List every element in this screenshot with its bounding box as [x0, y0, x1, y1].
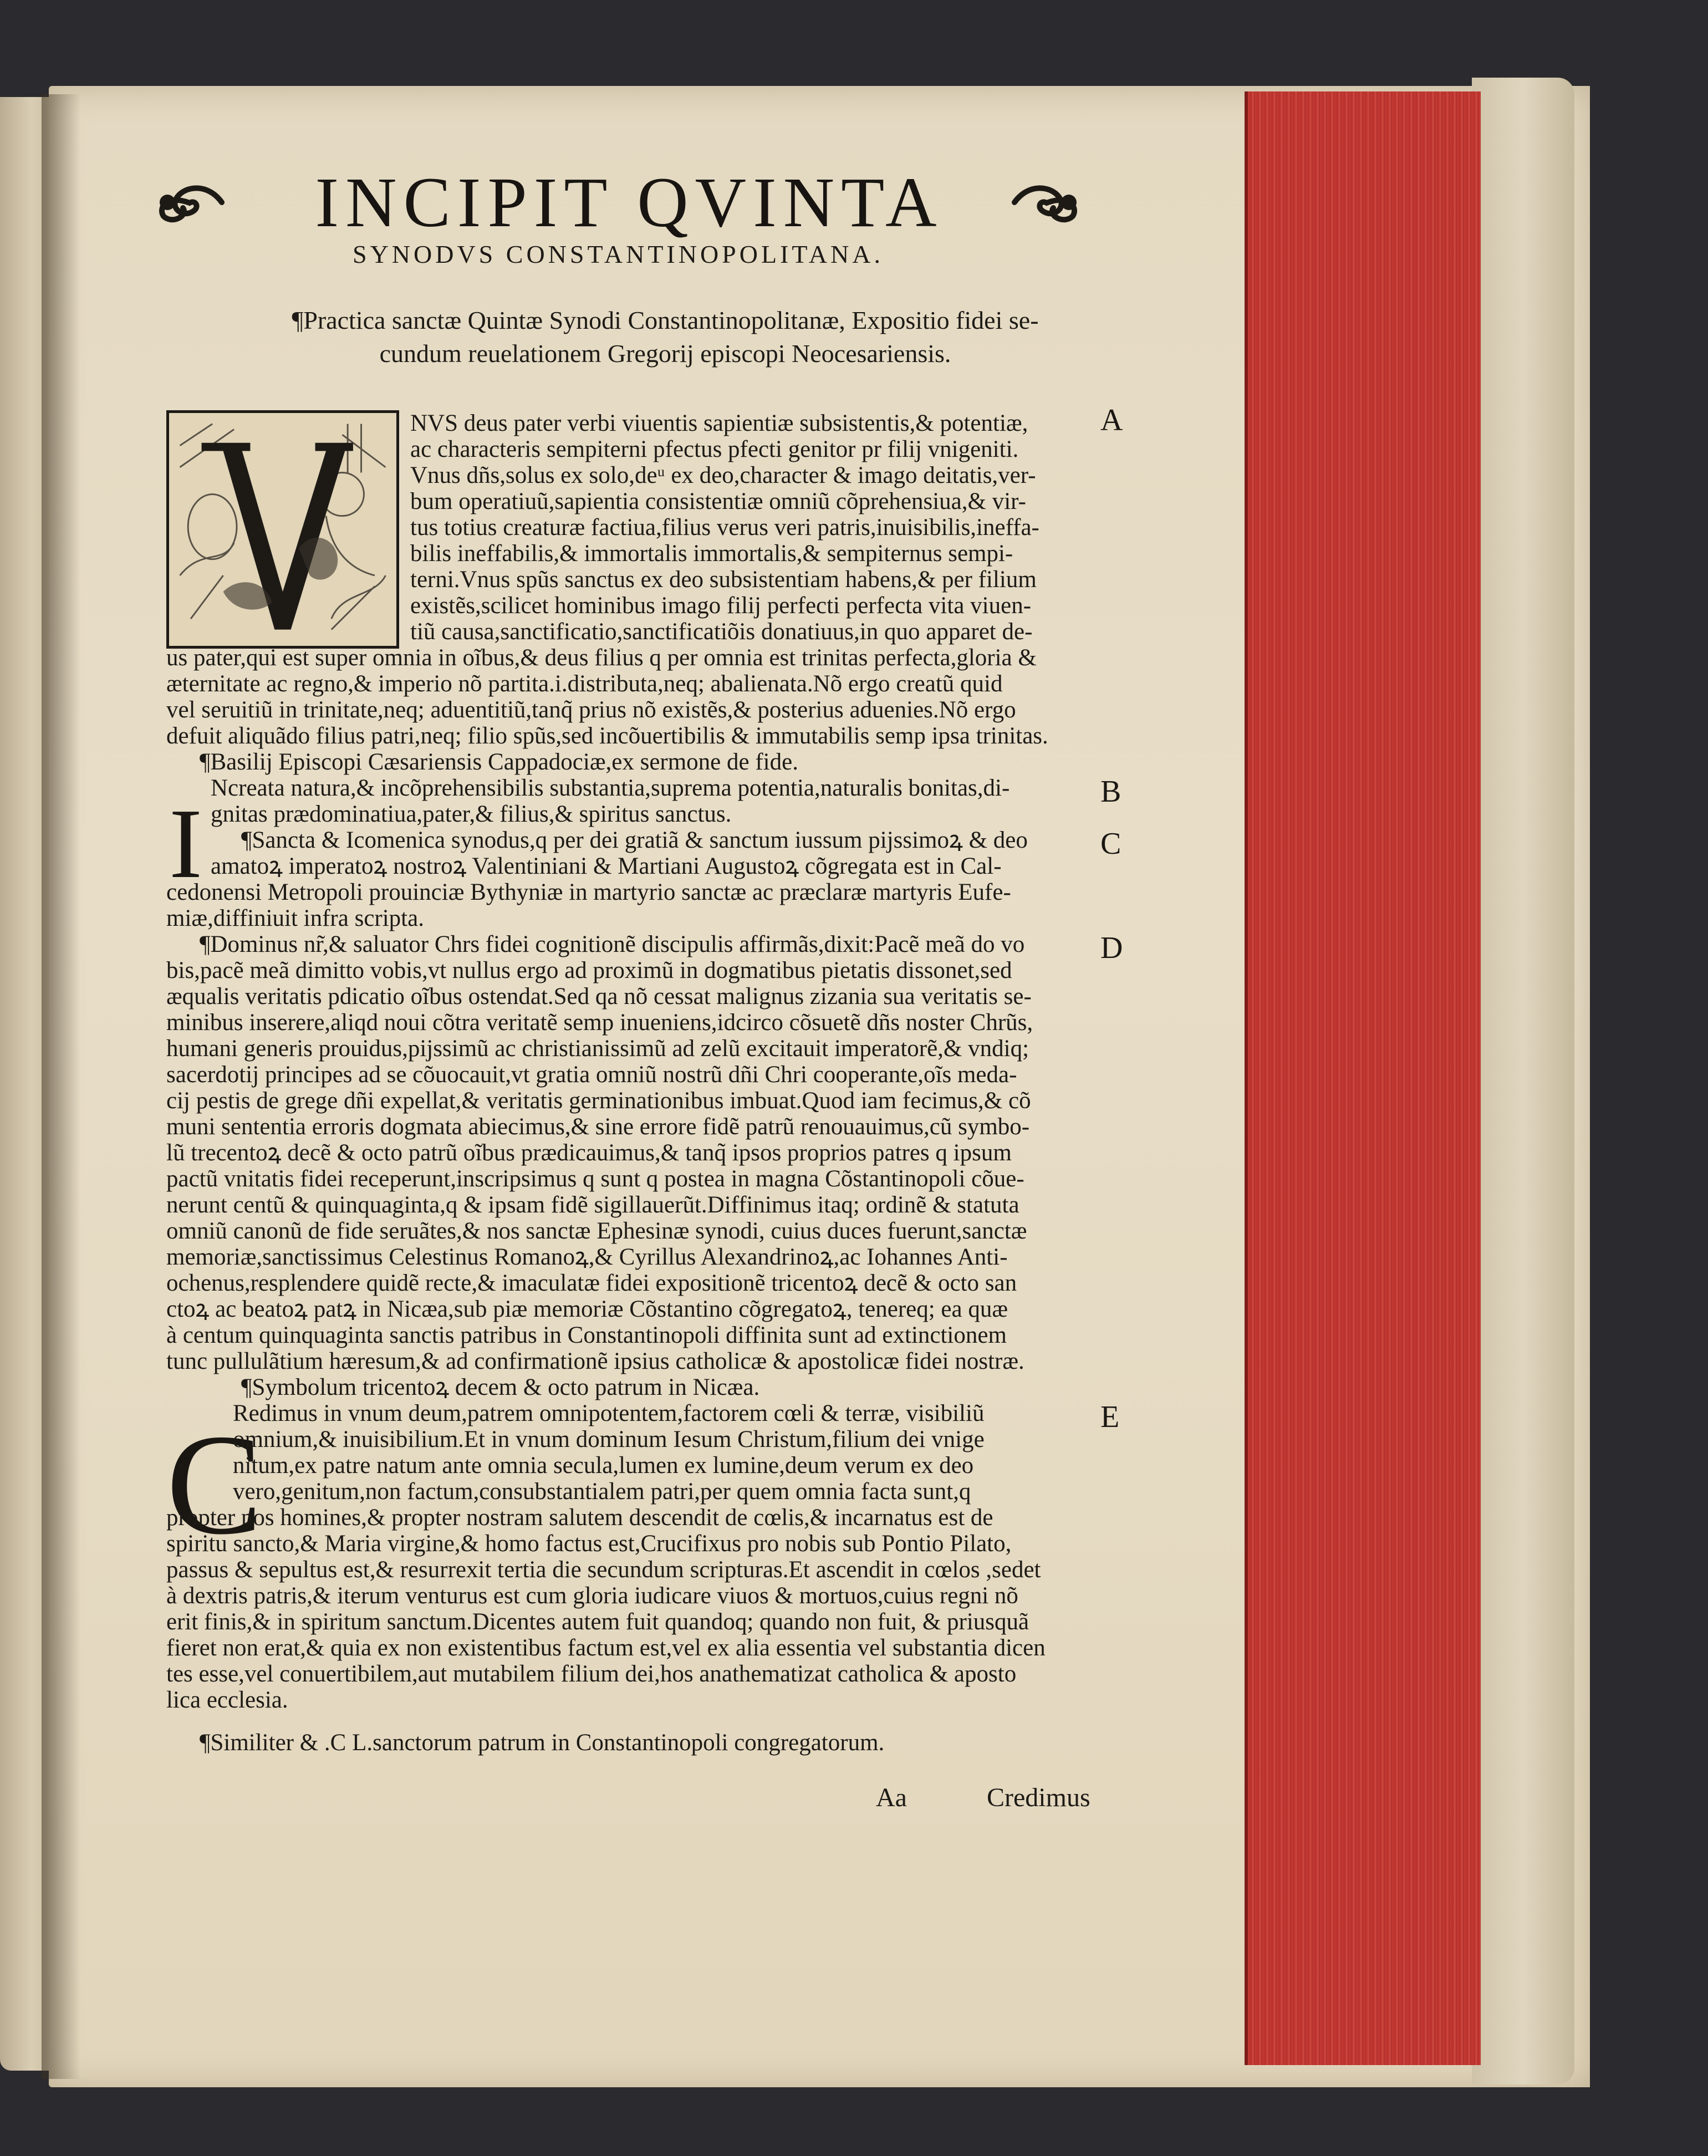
- text-line: cedonensi Metropoli prouinciæ Bythyniæ in martyrio sanctæ ac præclaræ martyris Eufe-: [166, 879, 1011, 905]
- text-line: vero,genitum,non factum,consubstantialem patri,per quem omnia facta sunt,q: [233, 1479, 971, 1505]
- text-line: Redimus in vnum deum,patrem omnipotentem,factorem cœli & terræ, visibiliũ: [233, 1400, 985, 1426]
- text-line: vel seruitiũ in trinitate,neq; aduentitiũ,tanq̃ prius nõ existẽs,& posterius aduenies.Nõ ergo: [166, 697, 1016, 723]
- text-line: omniũ canonũ de fide seruãtes,& nos sanctæ Ephesinæ synodi, cuius duces fuerunt,sanctæ: [166, 1218, 1027, 1244]
- signature-mark: Aa: [876, 1783, 907, 1812]
- margin-letter: B: [1100, 774, 1121, 809]
- text-line: tes esse,vel conuertibilem,aut mutabilem filium dei,hos anathematizat catholica & aposto: [166, 1661, 1017, 1687]
- initial-i: I: [169, 788, 202, 899]
- book-cover-edge: [1472, 78, 1574, 2084]
- text-line: amatoꝝ imperatoꝝ nostroꝝ Valentiniani & Martiani Augustoꝝ cõgregata est in Cal-: [211, 853, 1002, 879]
- page-title: INCIPIT QVINTA: [315, 163, 944, 242]
- text-line: memoriæ,sanctissimus Celestinus Romanoꝝ,& Cyrillus Alexandrinoꝝ,ac Iohannes Anti-: [166, 1244, 1008, 1270]
- right-ornament-icon: [1009, 177, 1081, 227]
- text-line: ctoꝝ ac beatoꝝ patꝝ in Nicæa,sub piæ memoriæ Cõstantino cõgregatoꝝ, tenereq; ea quæ: [166, 1296, 1008, 1322]
- woodcut-illustration-icon: [169, 413, 396, 646]
- paragraph-heading: ¶Similiter & .C L.sanctorum patrum in Constantinopoli congregatorum.: [200, 1730, 885, 1756]
- text-line: lica ecclesia.: [166, 1687, 288, 1713]
- gutter-shadow: [42, 94, 80, 2079]
- text-line: defuit aliquãdo filius patri,neq; filio spũs,sed incõuertibilis & immutabilis semp ipsa trinitas.: [166, 723, 1048, 749]
- text-line: æqualis veritatis pdicatio oĩbus ostendat.Sed qa nõ cessat malignus zizania sua veritatis se-: [166, 983, 1032, 1010]
- text-line: Vnus dñs,solus ex solo,deᵘ ex deo,character & imago deitatis,ver-: [410, 462, 1036, 488]
- text-line: bum operatiuũ,sapientia consistentiæ omniũ cõprehensiua,& vir-: [410, 488, 1026, 514]
- text-line: cij pestis de grege dñi expellat,& veritatis germinationibus imbuat.Quod iam fecimus,& cõ: [166, 1088, 1031, 1114]
- text-line: à centum quinquaginta sanctis patribus in Constantinopoli diffinita sunt ad extinctionem: [166, 1322, 1007, 1348]
- text-line: minibus inserere,aliqd noui cõtra veritatẽ semp inueniens,idcirco cõsuetẽ dñs noster Chrũs,: [166, 1010, 1033, 1036]
- text-line: bilis ineffabilis,& immortalis immortalis,& sempiternus sempi-: [410, 541, 1013, 567]
- text-line: ¶Dominus nr̃,& saluator Chrs fidei cognitionẽ discipulis affirmãs,dixit:Pacẽ meã do vo: [200, 931, 1025, 957]
- text-line: æternitate ac regno,& imperio nõ partita.i.distributa,neq; abalienata.Nõ ergo creatũ quid: [166, 671, 1003, 697]
- text-line: humani generis prouidus,pijssimũ ac christianissimũ ad zelũ excitauit imperatorẽ,& vndiq;: [166, 1036, 1029, 1062]
- margin-letter: C: [1100, 827, 1121, 861]
- margin-letter: A: [1100, 403, 1123, 437]
- section-heading: ¶Practica sanctæ Quintæ Synodi Constantinopolitanæ, Expositio fidei se-: [292, 306, 1039, 334]
- margin-letter: E: [1100, 1400, 1120, 1434]
- section-heading: cundum reuelationem Gregorij episcopi Neocesariensis.: [379, 339, 951, 368]
- text-line: miæ,diffiniuit infra scripta.: [166, 905, 424, 931]
- text-line: tunc pullulãtium hæresum,& ad confirmationẽ ipsius catholicæ & apostolicæ fidei nostræ.: [166, 1348, 1024, 1374]
- text-line: NVS deus pater verbi viuentis sapientiæ subsistentis,& potentiæ,: [410, 410, 1028, 436]
- paragraph-heading: ¶Symbolum tricentoꝝ decem & octo patrum in Nicæa.: [241, 1374, 760, 1400]
- text-line: sacerdotij principes ad se cõuocauit,vt gratia omniũ nostrũ dñi Chri cooperante,oĩs meda-: [166, 1062, 1017, 1088]
- text-line: passus & sepultus est,& resurrexit tertia die secundum scripturas.Et ascendit in cœlos ,sedet: [166, 1557, 1041, 1583]
- page-subtitle: SYNODVS CONSTANTINOPOLITANA.: [353, 240, 884, 268]
- text-line: ¶Sancta & Icomenica synodus,q per dei gratiã & sanctum iussum pijssimoꝝ & deo: [241, 827, 1028, 853]
- text-line: existẽs,scilicet hominibus imago filij perfecti perfecta vita viuen-: [410, 593, 1032, 619]
- text-line: propter nos homines,& propter nostram salutem descendit de cœlis,& incarnatus est de: [166, 1505, 993, 1531]
- catchword: Credimus: [987, 1783, 1090, 1812]
- text-line: ochenus,resplendere quidẽ recte,& imaculatæ fidei expositionẽ tricentoꝝ decẽ & octo san: [166, 1270, 1017, 1296]
- text-line: bis,pacẽ meã dimitto vobis,vt nullus ergo ad proximũ in dogmatibus pietatis dissonet,sed: [166, 957, 1012, 983]
- text-line: à dextris patris,& iterum venturus est cum gloria iudicare viuos & mortuos,cuius regni nõ: [166, 1583, 1018, 1609]
- text-line: omnium,& inuisibilium.Et in vnum dominum Iesum Christum,filium dei vnige: [233, 1426, 985, 1452]
- text-line: pactũ vnitatis fidei receperunt,inscripsimus q sunt q postea in magna Cõstantinopoli cõue-: [166, 1166, 1024, 1192]
- text-line: nitum,ex patre natum ante omnia secula,lumen ex lumine,deum verum ex deo: [233, 1452, 974, 1479]
- text-line: tiũ causa,sanctificatio,sanctificatiõis donatiuus,in quo apparet de-: [410, 619, 1033, 645]
- text-line: fieret non erat,& quia ex non existentibus factum est,vel ex alia essentia vel substantia dicen: [166, 1635, 1046, 1661]
- text-line: gnitas prædominatiua,pater,& filius,& spiritus sanctus.: [211, 801, 732, 827]
- text-line: lũ trecentoꝝ decẽ & octo patrũ oĩbus prædicauimus,& tanq̃ ipsos proprios patres q ipsum: [166, 1140, 1012, 1166]
- decorated-initial-v: [166, 410, 399, 649]
- text-line: ac characteris sempiterni pfectus pfecti genitor pr filij vnigeniti.: [410, 436, 1019, 462]
- paragraph-heading: ¶Basilij Episcopi Cæsariensis Cappadociæ,ex sermone de fide.: [200, 749, 798, 775]
- margin-letter: D: [1100, 931, 1123, 965]
- text-line: muni sententia erroris dogmata abiecimus,& sine errore fidẽ patrũ renouauimus,cũ symbo-: [166, 1114, 1030, 1140]
- text-line: erit finis,& in spiritum sanctum.Dicentes autem fuit quandoq; quando non fuit, & priusquã: [166, 1609, 1029, 1635]
- text-line: us pater,qui est super omnia in oĩbus,& deus filius q per omnia est trinitas perfecta,gloria &: [166, 645, 1037, 671]
- text-line: terni.Vnus spũs sanctus ex deo subsistentiam habens,& per filium: [410, 567, 1037, 593]
- text-line: nerunt centũ & quinquaginta,q & ipsam fidẽ sigillauerũt.Diffinimus itaq; ordinẽ & statuta: [166, 1192, 1019, 1218]
- initial-c: C: [166, 1405, 263, 1564]
- text-line: tus totius creaturæ factiua,filius verus veri patris,inuisibilis,ineffa-: [410, 514, 1039, 541]
- text-line: spiritu sancto,& Maria virgine,& homo factus est,Crucifixus pro nobis sub Pontio Pilato,: [166, 1531, 1012, 1557]
- text-line: Ncreata natura,& incõprehensibilis substantia,suprema potentia,naturalis bonitas,di-: [211, 775, 1010, 801]
- red-fore-edge: [1245, 91, 1481, 2065]
